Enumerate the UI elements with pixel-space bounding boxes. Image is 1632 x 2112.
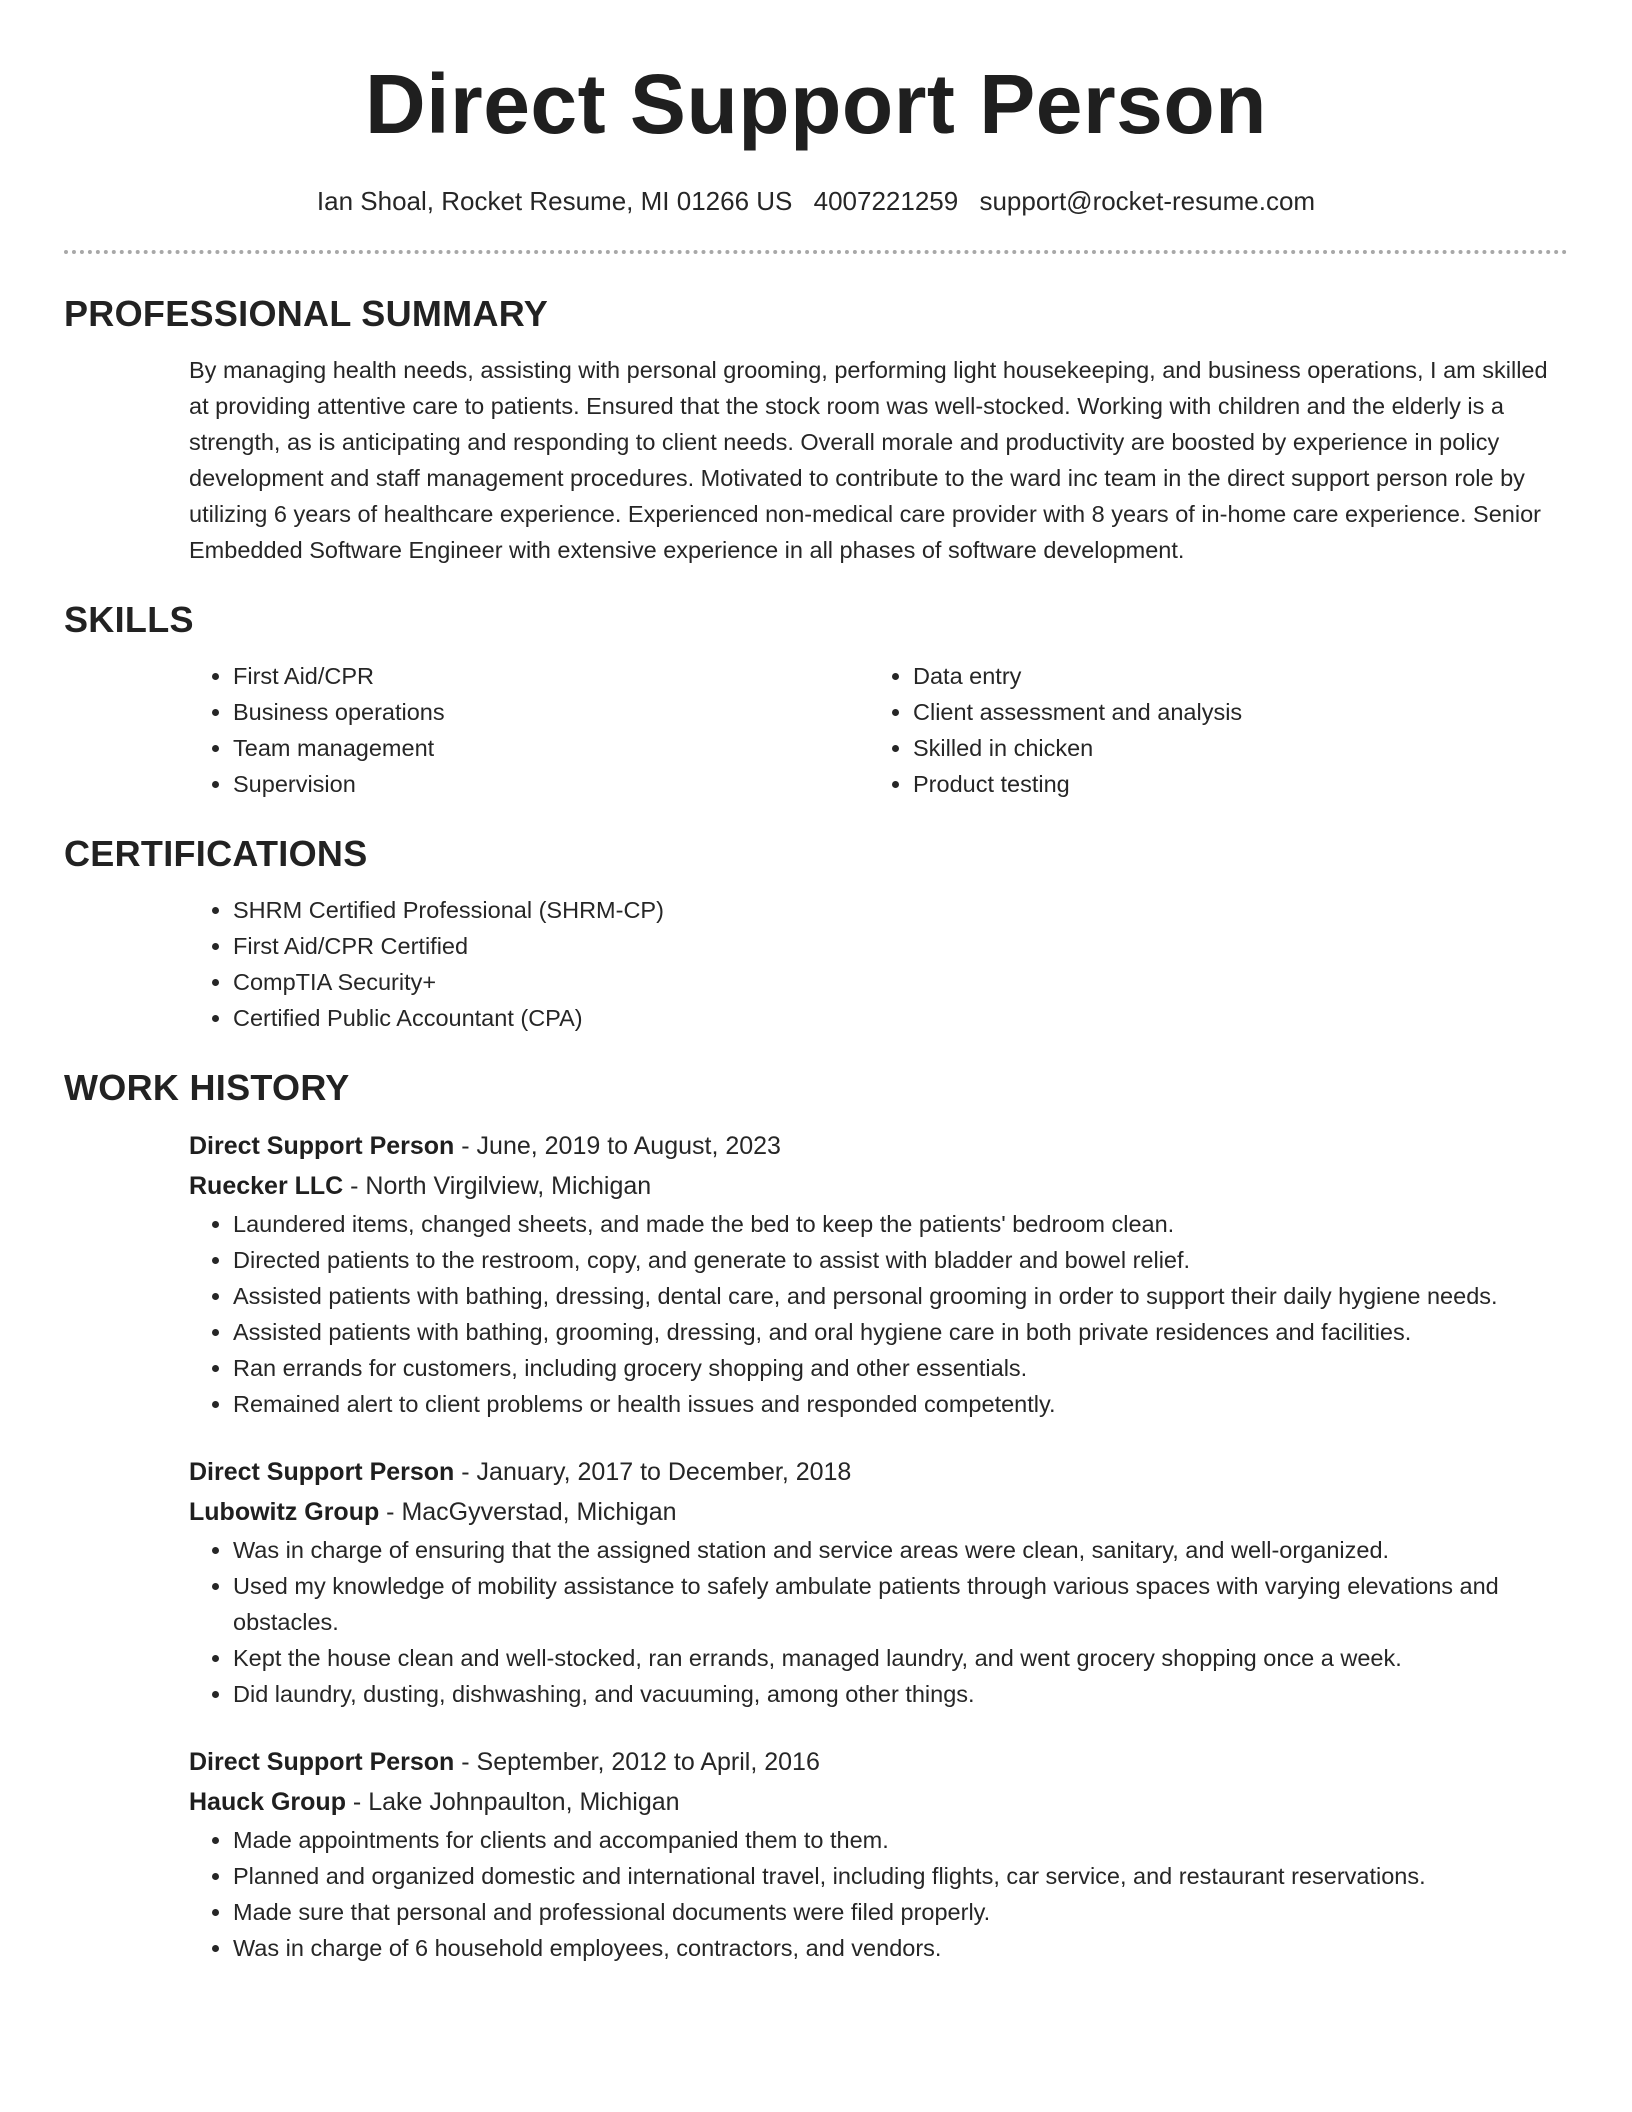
certification-item: • CompTIA Security+ <box>233 964 1568 1000</box>
contact-phone: 4007221259 <box>813 186 959 216</box>
job-role-line <box>189 1742 1568 1782</box>
section-title-skills: SKILLS <box>64 599 194 640</box>
certifications-body <box>189 892 1568 1036</box>
job-duty-item: • Directed patients to the restroom, copy, and generate to assist with bladder and bowel relief. <box>233 1242 1568 1278</box>
job-entry <box>189 1742 1568 1966</box>
job-role: Direct Support Person <box>189 1748 455 1776</box>
job-company: Ruecker LLC <box>189 1172 344 1200</box>
job-duty-item: • Assisted patients with bathing, grooming, dressing, and oral hygiene care in both private residences and facilities. <box>233 1314 1568 1350</box>
section-title-summary: PROFESSIONAL SUMMARY <box>64 293 549 334</box>
contact-line <box>64 184 1568 218</box>
job-duty-item: • Was in charge of 6 household employees, contractors, and vendors. <box>233 1930 1568 1966</box>
skills-grid <box>189 658 1568 802</box>
job-role-line <box>189 1126 1568 1166</box>
job-duty-item: • Planned and organized domestic and international travel, including flights, car service, and restaurant reservations. <box>233 1858 1568 1894</box>
skill-item: • Data entry <box>913 658 1549 694</box>
skills-list-left <box>189 658 869 802</box>
job-role: Direct Support Person <box>189 1132 455 1160</box>
certification-item: • SHRM Certified Professional (SHRM-CP) <box>233 892 1568 928</box>
job-duty-item: • Made sure that personal and professional documents were filed properly. <box>233 1894 1568 1930</box>
candidate-title: Direct Support Person <box>365 57 1267 151</box>
certification-item: • First Aid/CPR Certified <box>233 928 1568 964</box>
job-duties-list <box>189 1532 1568 1712</box>
skill-item: • Skilled in chicken <box>913 730 1549 766</box>
certifications-list <box>189 892 1568 1036</box>
section-professional-summary <box>64 292 1568 568</box>
job-company: Lubowitz Group <box>189 1498 380 1526</box>
job-company: Hauck Group <box>189 1788 346 1816</box>
job-role-line <box>189 1452 1568 1492</box>
work-history-body <box>189 1126 1568 1966</box>
job-duty-item: • Laundered items, changed sheets, and made the bed to keep the patients' bedroom clean. <box>233 1206 1568 1242</box>
job-role: Direct Support Person <box>189 1458 455 1486</box>
skill-item: • Client assessment and analysis <box>913 694 1549 730</box>
job-location: - North Virgilview, Michigan <box>343 1172 652 1200</box>
resume-header <box>64 0 1568 218</box>
job-dates: - June, 2019 to August, 2023 <box>454 1132 781 1160</box>
job-duties-list <box>189 1206 1568 1422</box>
job-entry <box>189 1126 1568 1422</box>
skill-item: • Team management <box>233 730 869 766</box>
job-dates: - January, 2017 to December, 2018 <box>454 1458 852 1486</box>
header-divider <box>64 250 1568 254</box>
job-duty-item: • Made appointments for clients and accompanied them to them. <box>233 1822 1568 1858</box>
contact-address: Ian Shoal, Rocket Resume, MI 01266 US <box>316 186 793 216</box>
job-dates: - September, 2012 to April, 2016 <box>454 1748 820 1776</box>
skills-column-right <box>869 658 1549 802</box>
job-company-line <box>189 1492 1568 1532</box>
section-title-work-history: WORK HISTORY <box>64 1067 350 1108</box>
job-location: - MacGyverstad, Michigan <box>379 1498 677 1526</box>
job-company-line <box>189 1166 1568 1206</box>
job-duty-item: • Did laundry, dusting, dishwashing, and vacuuming, among other things. <box>233 1676 1568 1712</box>
job-duty-item: • Ran errands for customers, including grocery shopping and other essentials. <box>233 1350 1568 1386</box>
skill-item: • First Aid/CPR <box>233 658 869 694</box>
contact-email: support@rocket-resume.com <box>979 186 1316 216</box>
section-work-history <box>64 1066 1568 1966</box>
job-entry <box>189 1452 1568 1712</box>
summary-body <box>189 352 1568 568</box>
section-title-certifications: CERTIFICATIONS <box>64 833 368 874</box>
job-duty-item: • Used my knowledge of mobility assistance to safely ambulate patients through various spaces with varying elevations and obstacles. <box>233 1568 1568 1640</box>
section-skills <box>64 598 1568 802</box>
job-duties-list <box>189 1822 1568 1966</box>
skill-item: • Business operations <box>233 694 869 730</box>
summary-text: By managing health needs, assisting with personal grooming, performing light housekeeping, and business operations, I am skilled at providing attentive care to patients. Ensured that the stock room was well-stocked. Working with children and the elderly is a strength, as is anticipating and responding to client needs. Overall morale and productivity are boosted by experience in policy development and staff management procedures. Motivated to contribute to the ward inc team in the direct support person role by utilizing 6 years of healthcare experience. Experienced non-medical care provider with 8 years of in-home care experience. Senior Embedded Software Engineer with extensive experience in all phases of software development. <box>189 357 1548 563</box>
job-company-line <box>189 1782 1568 1822</box>
job-duty-item: • Assisted patients with bathing, dressing, dental care, and personal grooming in order to support their daily hygiene needs. <box>233 1278 1568 1314</box>
skills-list-right <box>869 658 1549 802</box>
job-duty-item: • Was in charge of ensuring that the assigned station and service areas were clean, sanitary, and well-organized. <box>233 1532 1568 1568</box>
job-duty-item: • Remained alert to client problems or health issues and responded competently. <box>233 1386 1568 1422</box>
job-location: - Lake Johnpaulton, Michigan <box>345 1788 680 1816</box>
section-certifications <box>64 832 1568 1036</box>
skill-item: • Supervision <box>233 766 869 802</box>
skills-column-left <box>189 658 869 802</box>
skill-item: • Product testing <box>913 766 1549 802</box>
job-duty-item: • Kept the house clean and well-stocked, ran errands, managed laundry, and went grocery shopping once a week. <box>233 1640 1568 1676</box>
certification-item: • Certified Public Accountant (CPA) <box>233 1000 1568 1036</box>
